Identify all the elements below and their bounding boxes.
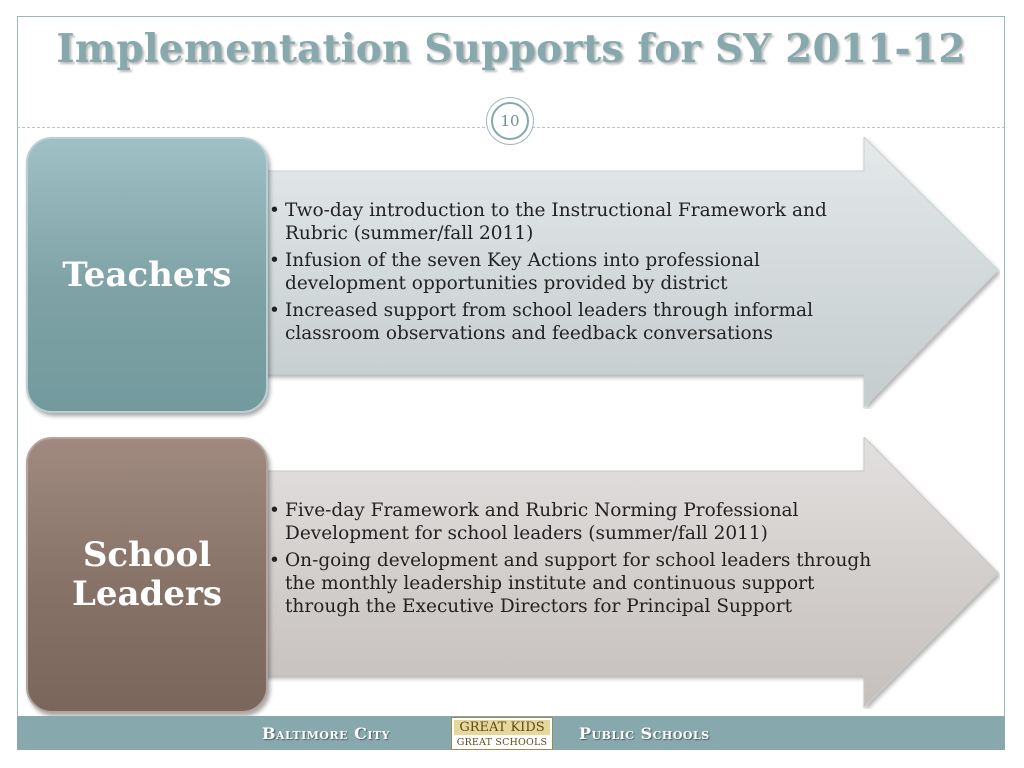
great-kids-logo (451, 717, 553, 750)
school-leaders-label-line2: Leaders (71, 574, 223, 614)
list-item: • Increased support from school leaders through informal classroom observations and feedback conversations (267, 299, 877, 345)
footer-right-text: Public Schools (579, 724, 710, 743)
list-item: • Two-day introduction to the Instructional Framework and Rubric (summer/fall 2011) (267, 199, 877, 245)
slide-title: Implementation Supports for SY 2011-12 (56, 26, 966, 72)
list-item: • On-going development and support for school leaders through the monthly leadership institute and continuous support through the Executive Directors for Principal Support (267, 549, 877, 618)
logo-line2: GREAT SCHOOLS (454, 736, 550, 749)
list-item: • Five-day Framework and Rubric Norming Professional Development for school leaders (summer/fall 2011) (267, 499, 877, 545)
page-number: 10 (491, 102, 529, 140)
teachers-bullet-list (267, 199, 877, 349)
school-leaders-label-line1: School (82, 535, 212, 575)
teachers-label: Teachers (62, 255, 232, 295)
teachers-label-box (26, 137, 268, 413)
logo-line1: GREAT KIDS (454, 720, 550, 735)
school-leaders-label-box (26, 437, 268, 713)
footer-left-text: Baltimore City (262, 724, 390, 743)
school-leaders-bullet-list (267, 499, 877, 622)
list-item: • Infusion of the seven Key Actions into professional development opportunities provided by district (267, 249, 877, 295)
